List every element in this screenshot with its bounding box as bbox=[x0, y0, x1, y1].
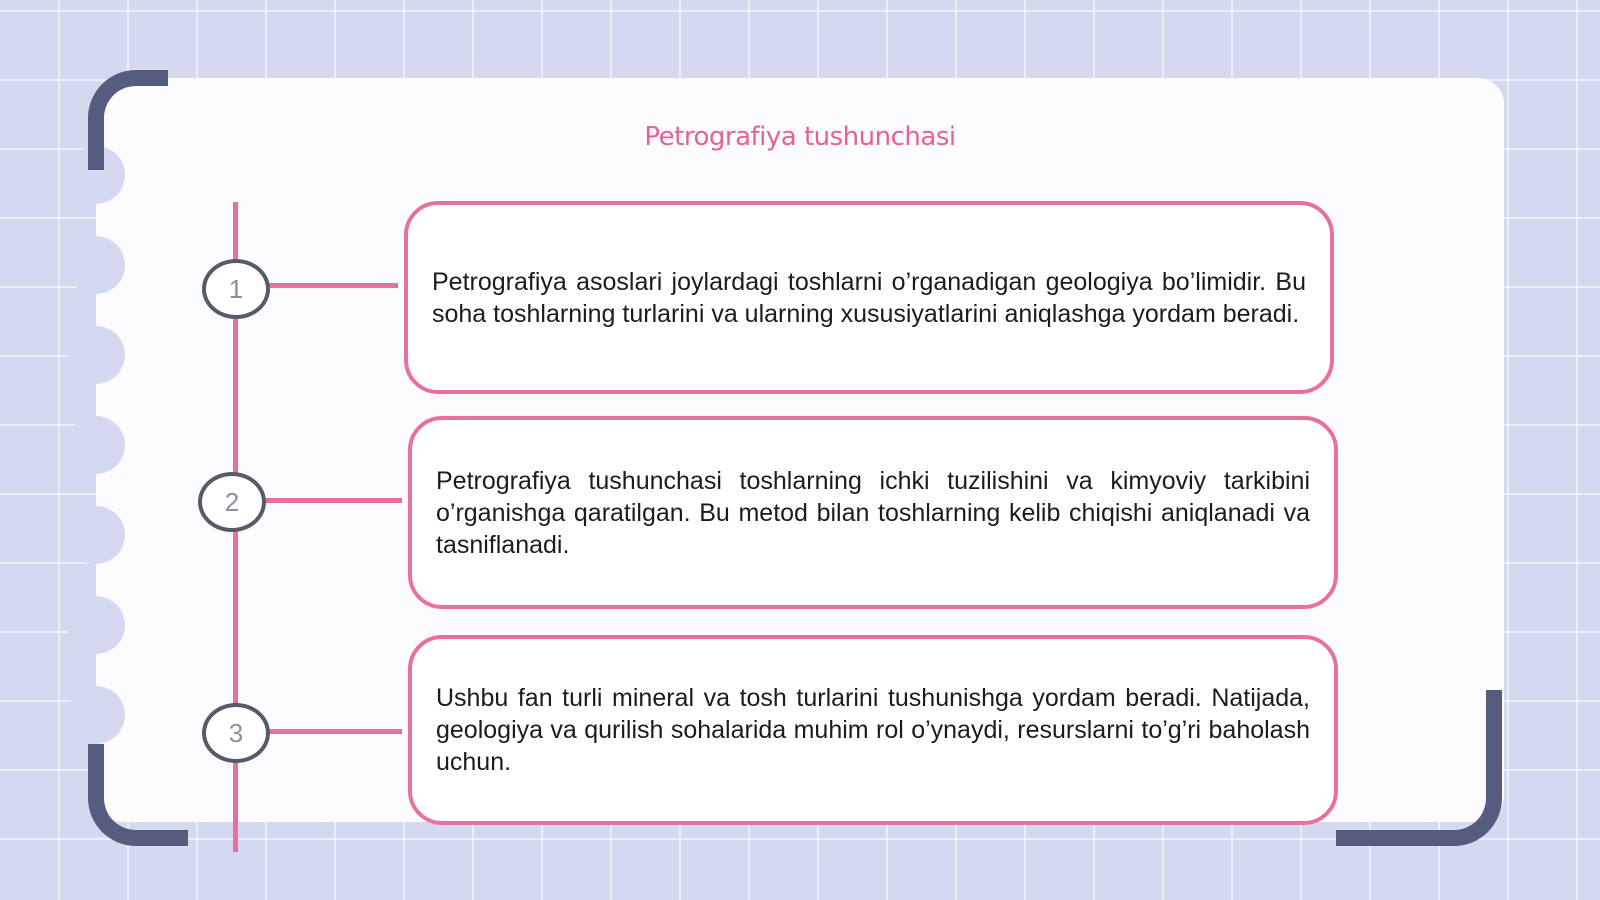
frame-bracket-bottom-right bbox=[1336, 690, 1502, 846]
step-number: 1 bbox=[228, 273, 244, 304]
card-notch bbox=[67, 596, 125, 654]
card-notch bbox=[67, 236, 125, 294]
timeline-connector bbox=[262, 498, 402, 503]
step-number-badge bbox=[198, 472, 266, 532]
card-notch bbox=[67, 416, 125, 474]
card-notch bbox=[67, 686, 125, 744]
step-description: Ushbu fan turli mineral va tosh turlarini tushunishga yordam beradi. Natijada, geologiya va qurilish sohalarida muhim rol o’ynaydi, resurslarni to’g’ri baholash uchun. bbox=[436, 684, 1310, 776]
step-description: Petrografiya asoslari joylardagi toshlarni o’rganadigan geologiya bo’limidir. Bu soha toshlarning turlarini va ularning xususiyatlarini aniqlashga yordam beradi. bbox=[432, 267, 1306, 328]
step-text-box bbox=[408, 416, 1338, 609]
timeline-connector bbox=[264, 283, 398, 288]
card-notch bbox=[67, 506, 125, 564]
step-text-box bbox=[408, 635, 1338, 825]
slide-title: Petrografiya tushunchasi bbox=[644, 122, 956, 152]
step-text-box bbox=[404, 201, 1334, 394]
timeline-connector bbox=[264, 729, 402, 734]
card-notch bbox=[67, 326, 125, 384]
frame-bracket-top-left bbox=[88, 70, 168, 170]
step-number: 2 bbox=[224, 486, 240, 517]
step-number-badge bbox=[202, 259, 270, 319]
step-number: 3 bbox=[228, 717, 244, 748]
step-number-badge bbox=[202, 703, 270, 763]
step-description: Petrografiya tushunchasi toshlarning ichki tuzilishini va kimyoviy tarkibini o’rganishga qaratilgan. Bu metod bilan toshlarning kelib chiqishi aniqlanadi va tasniflanadi. bbox=[436, 466, 1310, 559]
frame-bracket-bottom-left bbox=[88, 744, 188, 846]
